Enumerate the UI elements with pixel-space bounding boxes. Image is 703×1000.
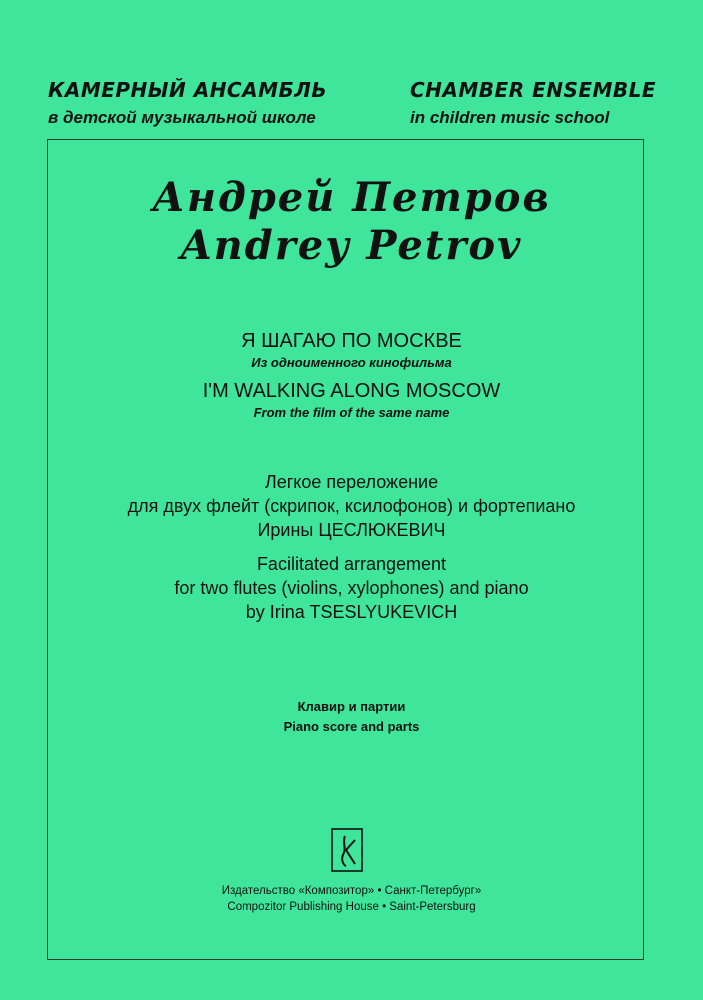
series-title-en: CHAMBER ENSEMBLE [410, 78, 657, 102]
work-note-en: From the film of the same name [253, 405, 450, 420]
arrangement-ru-line3: Ирины ЦЕСЛЮКЕВИЧ [257, 520, 446, 540]
series-subtitle-ru: в детской музыкальной школе [48, 108, 316, 127]
work-note-ru: Из одноименного кинофильма [251, 355, 452, 370]
series-en [410, 78, 656, 128]
arrangement-en-line1: Facilitated arrangement [256, 554, 447, 574]
arrangement-ru-block [0, 470, 703, 542]
edition-ru: Клавир и партии [297, 699, 406, 714]
work-title-ru: Я ШАГАЮ ПО МОСКВЕ [241, 330, 462, 352]
series-title-ru: КАМЕРНЫЙ АНСАМБЛЬ [48, 78, 328, 102]
arrangement-ru-line2: для двух флейт (скрипок, ксилофонов) и фортепиано [127, 496, 576, 516]
work-title-en: I'M WALKING ALONG MOSCOW [202, 380, 501, 402]
publisher-logo-icon [331, 828, 363, 872]
series-ru [48, 78, 327, 128]
arrangement-en-block [0, 552, 703, 624]
series-subtitle-en: in children music school [410, 108, 610, 127]
arrangement-ru-line1: Легкое переложение [264, 472, 439, 492]
arrangement-en-line3: by Irina TSESLYUKEVICH [245, 602, 458, 622]
composer-name-ru: Андрей Петров [152, 174, 551, 221]
composer-name-en: Andrey Petrov [180, 222, 523, 269]
edition-en: Piano score and parts [283, 719, 420, 734]
publisher-en: Compozitor Publishing House • Saint-Petersburg [227, 901, 476, 913]
publisher-ru: Издательство «Композитор» • Санкт-Петербург» [221, 885, 482, 897]
arrangement-en-line2: for two flutes (violins, xylophones) and piano [174, 578, 529, 598]
work-title-block [0, 328, 703, 422]
publisher-block [0, 883, 703, 915]
edition-block [0, 697, 703, 737]
